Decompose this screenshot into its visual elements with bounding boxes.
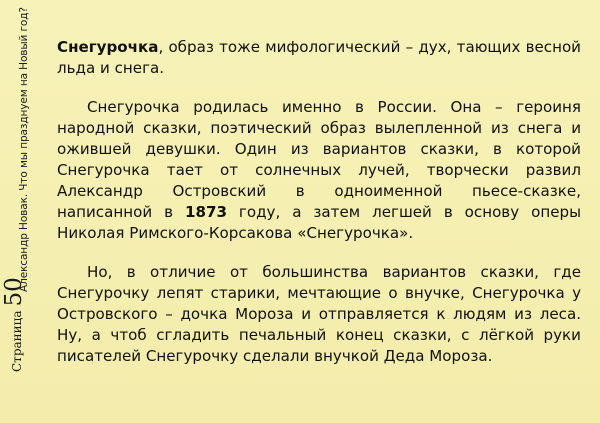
paragraph-3-text: Но, в отличие от большинства вариантов сказки, где Снегурочку лепят старики, мечтающие о внучке, Снегурочка у Островского – дочка Мороза и отправляется к людям из леса. Ну, а чтоб сгладить печальный конец сказки, с лёгкой руки писателей Снегурочку сделали внучкой Деда Мороза.: [57, 263, 581, 365]
article-text: [57, 37, 581, 367]
page-label: Страница: [10, 310, 24, 372]
paragraph-1-text: , образ тоже мифологический – дух, тающих весной льда и снега.: [57, 38, 581, 77]
page-number-block: [3, 0, 26, 372]
paragraph-2: [57, 97, 581, 244]
term-snegurochka: Снегурочка: [57, 38, 159, 56]
page-sidebar: [0, 0, 52, 423]
page-number: 50: [1, 277, 27, 307]
paragraph-1: [57, 37, 581, 79]
paragraph-2-text-before-year: Снегурочка родилась именно в России. Она – героиня народной сказки, поэтический образ вылепленной из снега и ожившей девушки. Один из вариантов сказки, в которой Снегурочка тает от солнечных лучей, творчески развил Александр Островский в одноименной пьесе-сказке, написанной в: [57, 98, 581, 221]
paragraph-3: [57, 262, 581, 367]
running-title: Александр Новак. Что мы празднуем на Новый год?: [18, 7, 30, 292]
paragraph-2-text-after-year: году, а затем легшей в основу оперы Николая Римского-Корсакова «Снегурочка».: [57, 203, 581, 242]
year-1873: 1873: [184, 203, 227, 221]
